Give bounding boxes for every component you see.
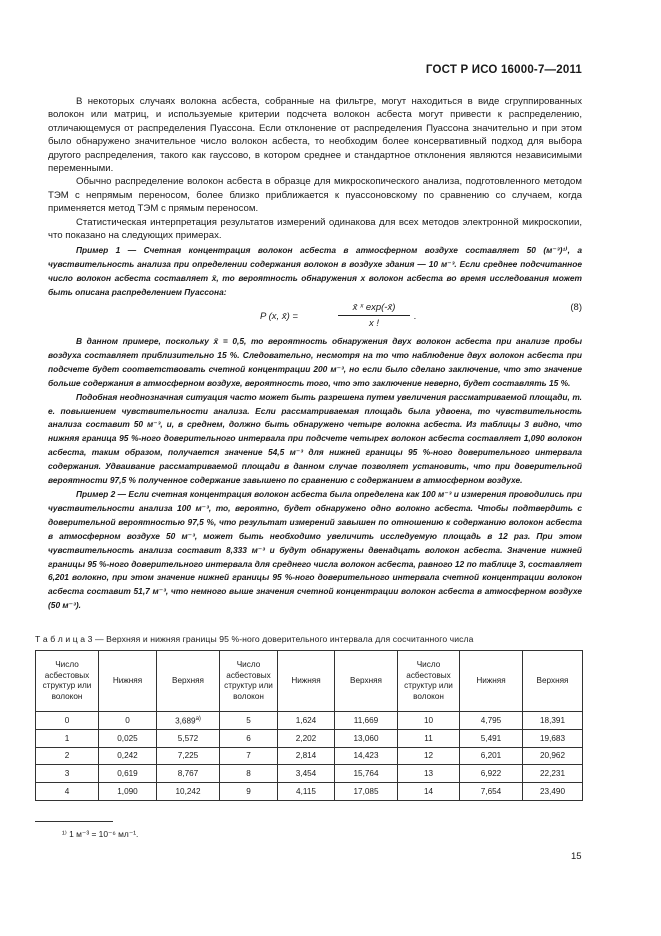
- formula-denominator: x !: [368, 318, 380, 329]
- table-note-marker: a): [195, 715, 201, 722]
- header-count: Число асбестовых структур или волокон: [398, 651, 460, 712]
- header-lower: Нижняя: [99, 651, 157, 712]
- table-cell: 0,025: [99, 729, 157, 747]
- table-cell: 4,795: [460, 712, 523, 730]
- table-cell: 13: [398, 765, 460, 783]
- table-cell: 11: [398, 729, 460, 747]
- table-cell: 20,962: [523, 747, 583, 765]
- table-row: [36, 747, 583, 765]
- header-upper: Верхняя: [523, 651, 583, 712]
- paragraph: Пример 2 — Если счетная концентрация волокон асбеста была определена как 100 м⁻³ и измерения проводились при чувствительности анализа 100 м⁻³, то, вероятно, будет обнаружено одно волокно асбеста. Чтобы подтвердить с доверительной вероятностью 97,5 %, что результат измерений завышен по отношению к содержанию волокон асбеста в атмосферном воздухе 50 м⁻³, может быть необходимо увеличить исследуемую площадь в 12 раз. При этом чувствительность анализа составит 8,333 м⁻³ и будут обнаружены двенадцать волокон асбеста. Значение нижней границы 95 %-ного доверительного интервала для среднего числа волокон асбеста, равного 12 по таблице 3, составляет 6,201 волокно, при этом значение нижней границы 95 %-ного доверительного интервала счетной концентрации волокон асбеста составит 51,7 м⁻³, что немного выше значения счетной концентрации волокон асбеста в атмосферном воздухе (50 м⁻³).: [48, 488, 582, 611]
- confidence-interval-table: [35, 650, 583, 801]
- table-cell: 6,201: [460, 747, 523, 765]
- table-cell: 3: [36, 765, 99, 783]
- table-cell: 12: [398, 747, 460, 765]
- table-cell: 8,767: [157, 765, 220, 783]
- formula-lhs: P (x, x̄) =: [260, 311, 298, 322]
- table-cell: 2,814: [278, 747, 335, 765]
- table-cell: 19,683: [523, 729, 583, 747]
- table-caption: Т а б л и ц а 3 — Верхняя и нижняя границы 95 %-ного доверительного интервала для сосчитанного числа: [35, 634, 474, 644]
- intro-text: [48, 95, 582, 242]
- table-cell: 4,115: [278, 783, 335, 801]
- table-row: [36, 712, 583, 730]
- table-cell: 0: [36, 712, 99, 730]
- footnote: ¹⁾ 1 м⁻³ = 10⁻⁶ мл⁻¹.: [62, 829, 139, 839]
- table-cell: 5: [220, 712, 278, 730]
- table-cell: 1,090: [99, 783, 157, 801]
- example-1: [48, 244, 582, 300]
- poisson-formula: [48, 302, 582, 336]
- formula-numerator: x̄ ˣ exp(-x̄): [338, 302, 410, 316]
- table-cell: 6: [220, 729, 278, 747]
- table-cell: 18,391: [523, 712, 583, 730]
- paragraph: В некоторых случаях волокна асбеста, собранные на фильтре, могут находиться в виде сгруппированных волокон или матриц, и используемые критерии подсчета волокон асбеста могут привести к распределению, отличающемуся от распределения Пуассона. Если отклонение от распределения Пуассона значительно и при этом было обнаружено значительное число волокон асбеста, то необходим более консервативный подход для выбора другого распределения, такого как гауссово, в котором среднее и стандартное отклонения являются независимыми переменными.: [48, 96, 582, 175]
- table-cell: 13,060: [335, 729, 398, 747]
- table-cell: 0,619: [99, 765, 157, 783]
- table-cell: 17,085: [335, 783, 398, 801]
- table-cell: 8: [220, 765, 278, 783]
- footnote-divider: [35, 821, 113, 822]
- paragraph: В данном примере, поскольку x̄ = 0,5, то вероятность обнаружения двух волокон асбеста при анализе пробы воздуха составляет приблизительно 15 %. Следовательно, несмотря на то что наблюдение двух волокон асбеста при подсчете будет соответствовать счетной концентрации 200 м⁻³, но если было сделано заключение, что это значение больше содержания в атмосферном воздухе, вероятность того, что это заключение неверно, будет составлять 15 %.: [48, 336, 582, 388]
- header-upper: Верхняя: [157, 651, 220, 712]
- table-cell: 1: [36, 729, 99, 747]
- table-cell: 10,242: [157, 783, 220, 801]
- header-lower: Нижняя: [460, 651, 523, 712]
- examples-body: [48, 335, 582, 613]
- table-cell: 0: [99, 712, 157, 730]
- table-cell: 9: [220, 783, 278, 801]
- paragraph: Обычно распределение волокон асбеста в образце для микроскопического анализа, подготовленного методом ТЭМ с непрямым переносом, более близко приближается к пуассоновскому по сравнению со случаем, когда применяется метод ТЭМ с прямым переносом.: [48, 176, 582, 215]
- table-cell: 1,624: [278, 712, 335, 730]
- table-cell: 7,654: [460, 783, 523, 801]
- cell-value: 3,689: [175, 716, 196, 726]
- table-row: [36, 765, 583, 783]
- formula-fraction: [338, 302, 410, 329]
- table-row: [36, 729, 583, 747]
- table-cell: 10: [398, 712, 460, 730]
- table-cell: 6,922: [460, 765, 523, 783]
- page-number: 15: [571, 851, 582, 862]
- table-cell: 14: [398, 783, 460, 801]
- paragraph: Подобная неоднозначная ситуация часто может быть разрешена путем увеличения рассматриваемой площади, т. е. повышением чувствительности анализа. Если рассматриваемая площадь была удвоена, то чувствительность анализа составит 50 м⁻³, и, в среднем, должно быть обнаружено четыре волокна асбеста. Из таблицы 3 видно, что нижняя граница 95 %-ного доверительного интервала при подсчете четырех волокон асбеста составляет 1,090 волокон асбеста, таким образом, получается значение 54,5 м⁻³ для нижней границы 95 %-ного доверительного интервала содержания. Удваивание рассматриваемой площади в данном случае позволяет установить, что при доверительной вероятности 97,5 % полученное содержание завышено по сравнению с содержанием в атмосферном воздухе.: [48, 391, 582, 486]
- header-upper: Верхняя: [335, 651, 398, 712]
- equation-number: (8): [570, 302, 582, 313]
- table-header-row: [36, 651, 583, 712]
- table-cell: 11,669: [335, 712, 398, 730]
- table-cell: 0,242: [99, 747, 157, 765]
- table-cell: 2,202: [278, 729, 335, 747]
- table-cell: 7,225: [157, 747, 220, 765]
- table-cell: 23,490: [523, 783, 583, 801]
- document-code-header: ГОСТ Р ИСО 16000-7—2011: [425, 64, 582, 76]
- table-cell: [157, 712, 220, 730]
- table-row: [36, 783, 583, 801]
- example-1-text: Пример 1 — Счетная концентрация волокон асбеста в атмосферном воздухе составляет 50 (м⁻³)¹⁾, а чувствительность анализа при определении содержания волокон в воздухе здания — 10 м⁻³. Если среднее подсчитанное число волокон асбеста составляет x̄, то вероятность обнаружения x волокон асбеста во время исследования может быть описана распределением Пуассона:: [48, 245, 582, 297]
- header-lower: Нижняя: [278, 651, 335, 712]
- table-cell: 5,572: [157, 729, 220, 747]
- table-cell: 4: [36, 783, 99, 801]
- table-cell: 2: [36, 747, 99, 765]
- header-count: Число асбестовых структур или волокон: [220, 651, 278, 712]
- table-cell: 3,454: [278, 765, 335, 783]
- table-cell: 14,423: [335, 747, 398, 765]
- table-cell: 5,491: [460, 729, 523, 747]
- paragraph: Статистическая интерпретация результатов измерений одинакова для всех методов электронной микроскопии, что показано на следующих примерах.: [48, 216, 582, 242]
- table-cell: 7: [220, 747, 278, 765]
- table-cell: 22,231: [523, 765, 583, 783]
- header-count: Число асбестовых структур или волокон: [36, 651, 99, 712]
- table-cell: 15,764: [335, 765, 398, 783]
- formula-end: .: [414, 311, 417, 322]
